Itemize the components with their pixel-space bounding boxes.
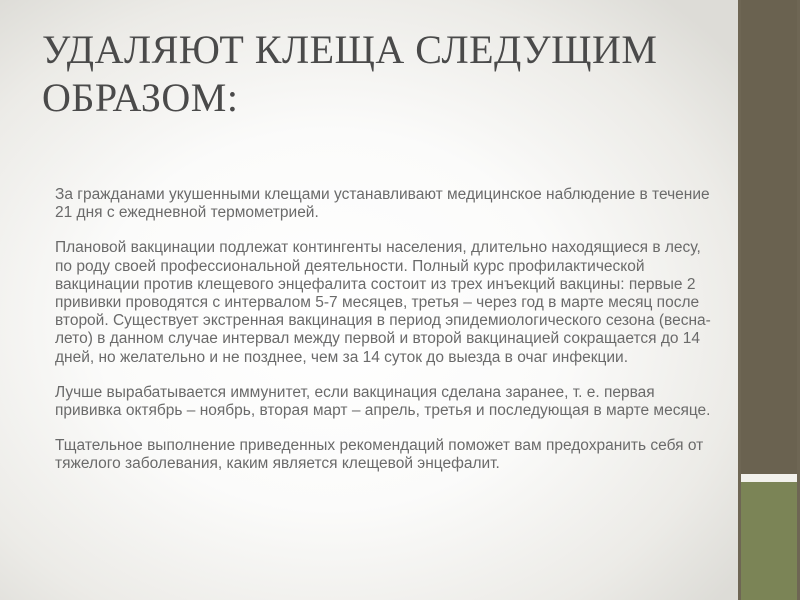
paragraph-immunity: Лучше вырабатывается иммунитет, если вакцинация сделана заранее, т. е. первая прививка октябрь – ноябрь, вторая март – апрель, третья и последующая в марте месяце. [55,383,711,420]
strip-divider [741,474,797,482]
strip-top-segment [741,0,797,474]
paragraph-observation: За гражданами укушенными клещами устанавливают медицинское наблюдение в течение 21 дня с ежедневной термометрией. [55,186,710,222]
paragraph-conclusion: Тщательное выполнение приведенных рекомендаций поможет вам предохранить себя от тяжелого заболевания, каким является клещевой энцефалит. [55,437,704,473]
slide-body [55,186,715,491]
right-decorative-strip [741,0,797,600]
paragraph-planned-vaccination: Плановой вакцинации подлежат контингенты населения, длительно находящиеся в лесу, по роду своей профессиональной деятельности. Полный курс профилактической вакцинации против клещевого энцефалита состоит из трех инъекций вакцины: первые 2 прививки проводятся с интервалом 5-7 месяцев, третья – через год в марте месяц после второй. Существует экстренная вакцинация в период эпидемиологического сезона (весна-лето) в данном случае интервал между первой и второй вакцинацией сокращается до 14 дней, но желательно и не позднее, чем за 14 суток до выезда в очаг инфекции. [55,239,711,366]
slide-title: УДАЛЯЮТ КЛЕЩА СЛЕДУЩИМ ОБРАЗОМ: [42,27,658,120]
strip-bottom-segment [741,482,797,600]
